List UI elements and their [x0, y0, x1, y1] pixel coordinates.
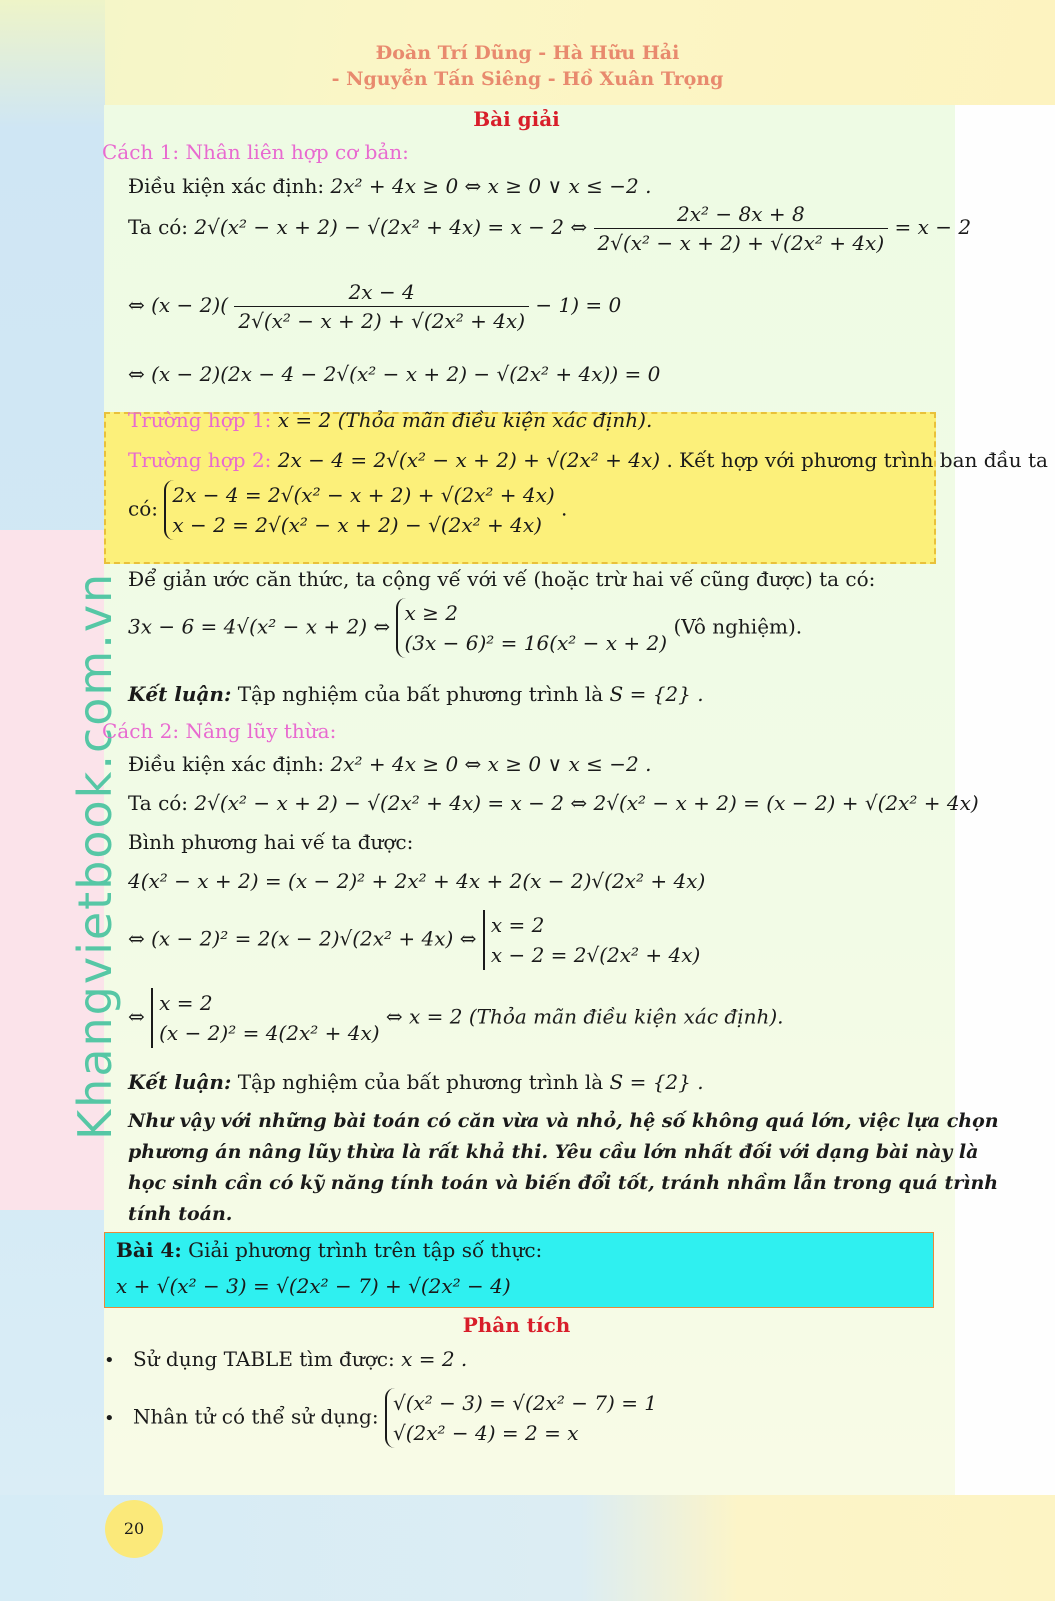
fraction-1: [594, 200, 889, 257]
method1-conclusion: [128, 680, 704, 708]
system-row-2: x − 2 = 2√(x² − x + 2) − √(2x² + 4x): [172, 513, 542, 537]
method2-taco: [128, 789, 979, 817]
conclusion-label: Kết luận:: [128, 1070, 232, 1094]
taco-label: Ta có:: [128, 791, 189, 815]
remark-line-4: tính toán.: [128, 1203, 233, 1225]
conclusion-set: S = {2} .: [609, 1070, 704, 1094]
square-text: Bình phương hai vế ta được:: [128, 830, 414, 854]
conclusion-text: Tập nghiệm của bất phương trình là: [237, 682, 604, 706]
fraction-2-denominator: 2√(x² − x + 2) + √(2x² + 4x): [234, 306, 529, 335]
analysis-title: Phân tích: [462, 1313, 571, 1337]
method2-conclusion: [128, 1068, 704, 1096]
fraction-1-numerator: 2x² − 8x + 8: [676, 202, 805, 226]
reduce-row-1: x ≥ 2: [404, 601, 458, 625]
case2-system-line: [128, 480, 567, 540]
bottom-background: [0, 1495, 1055, 1601]
conclusion-set: S = {2} .: [609, 682, 704, 706]
step-cases: [483, 910, 701, 970]
condition-label: Điều kiện xác định:: [128, 174, 325, 198]
case1-text: x = 2 (Thỏa mãn điều kiện xác định).: [277, 408, 653, 432]
header-authors-line1: Đoàn Trí Dũng - Hà Hữu Hải: [375, 42, 680, 64]
condition-label: Điều kiện xác định:: [128, 752, 325, 776]
step2-right: − 1) = 0: [535, 293, 622, 317]
step2-cases: [151, 988, 379, 1048]
remark-line-2: phương án nâng lũy thừa là rất khả thi. Yêu cầu lớn nhất đối với dạng bài này là: [128, 1141, 979, 1163]
brand-watermark: Khangvietbook.com.vn: [68, 571, 122, 1140]
bullet-2-text: Nhân tử có thể sử dụng:: [132, 1404, 379, 1429]
exercise-text: Giải phương trình trên tập số thực:: [188, 1238, 543, 1262]
bullet-1-expr: x = 2 .: [401, 1347, 468, 1371]
case2-label: Trường hợp 2:: [128, 448, 272, 472]
step2-right: ⇔ x = 2 (Thỏa mãn điều kiện xác định).: [385, 1004, 784, 1029]
method2-step: [128, 910, 700, 970]
square-expr: 4(x² − x + 2) = (x − 2)² + 2x² + 4x + 2(x − 2)√(2x² + 4x): [128, 869, 706, 893]
reduce-text: Để giản ước căn thức, ta cộng vế với vế (hoặc trừ hai vế cũng được) ta có:: [128, 567, 876, 591]
section-title: Bài giải: [473, 107, 560, 131]
method2-title: Cách 2: Nâng lũy thừa:: [102, 719, 337, 743]
bullet-2-row-2: √(2x² − 4) = 2 = x: [392, 1421, 579, 1445]
reduce-left: 3x − 6 = 4√(x² − x + 2) ⇔: [128, 614, 391, 639]
fraction-2: [234, 278, 529, 335]
case2-text: . Kết hợp với phương trình ban đầu ta: [666, 448, 1048, 472]
conclusion-text: Tập nghiệm của bất phương trình là: [237, 1070, 604, 1094]
case2-expr: 2x − 4 = 2√(x² − x + 2) + √(2x² + 4x): [277, 448, 661, 472]
step2-row-1: x = 2: [159, 991, 213, 1015]
conclusion-label: Kết luận:: [128, 682, 232, 706]
taco-left-expr: 2√(x² − x + 2) − √(2x² + 4x) = x − 2 ⇔: [194, 215, 588, 239]
co-label: có:: [128, 496, 158, 521]
bullet-2-row-1: √(x² − 3) = √(2x² − 7) = 1: [392, 1391, 658, 1415]
reduce-line: [128, 598, 802, 658]
method1-title: Cách 1: Nhân liên hợp cơ bản:: [102, 140, 409, 164]
reduce-system: [396, 598, 667, 658]
fraction-1-rhs: = x − 2: [894, 215, 972, 239]
taco-label: Ta có:: [128, 215, 189, 239]
exercise-label: Bài 4:: [116, 1238, 182, 1262]
bullet-icon: •: [104, 1350, 115, 1371]
method1-taco: [128, 200, 971, 257]
reduce-row-2: (3x − 6)² = 16(x² − x + 2): [404, 631, 668, 655]
case2-line: [128, 446, 1048, 474]
step2-left: ⇔: [128, 1004, 145, 1029]
condition-expr: 2x² + 4x ≥ 0 ⇔ x ≥ 0 ∨ x ≤ −2 .: [330, 174, 652, 198]
remark-line-3: học sinh cần có kỹ năng tính toán và biến đổi tốt, tránh nhầm lẫn trong quá trình: [128, 1172, 999, 1194]
bullet-1-text: Sử dụng TABLE tìm được:: [132, 1347, 395, 1371]
step-row-2: x − 2 = 2√(2x² + 4x): [490, 943, 701, 967]
analysis-bullet-1: [104, 1345, 467, 1375]
system-row-1: 2x − 4 = 2√(x² − x + 2) + √(2x² + 4x): [172, 483, 555, 507]
analysis-bullet-2: [104, 1388, 657, 1448]
bullet-icon: •: [104, 1407, 115, 1429]
taco-expr: 2√(x² − x + 2) − √(2x² + 4x) = x − 2 ⇔ 2√(x² − x + 2) = (x − 2) + √(2x² + 4x): [194, 791, 979, 815]
exercise-header: [116, 1236, 542, 1264]
exercise-equation: x + √(x² − 3) = √(2x² − 7) + √(2x² − 4): [116, 1274, 511, 1298]
system-end: .: [561, 496, 568, 521]
bullet-2-system: [385, 1388, 657, 1448]
fraction-1-denominator: 2√(x² − x + 2) + √(2x² + 4x): [594, 228, 889, 257]
step2-row-2: (x − 2)² = 4(2x² + 4x): [159, 1021, 380, 1045]
page-header: [0, 40, 1055, 92]
method2-step2: [128, 988, 784, 1048]
case1-label: Trường hợp 1:: [128, 408, 272, 432]
condition-expr: 2x² + 4x ≥ 0 ⇔ x ≥ 0 ∨ x ≤ −2 .: [330, 752, 652, 776]
remark-line-1: Như vậy với những bài toán có căn vừa và nhỏ, hệ số không quá lớn, việc lựa chọn: [128, 1110, 999, 1132]
fraction-2-numerator: 2x − 4: [348, 280, 415, 304]
method1-step3: ⇔ (x − 2)(2x − 4 − 2√(x² − x + 2) − √(2x² + 4x)) = 0: [128, 362, 661, 386]
header-authors-line2: - Nguyễn Tấn Siêng - Hồ Xuân Trọng: [331, 68, 724, 90]
step-left: ⇔ (x − 2)² = 2(x − 2)√(2x² + 4x) ⇔: [128, 926, 477, 951]
step2-left: ⇔ (x − 2)(: [128, 293, 228, 317]
case1-line: [128, 406, 652, 434]
method1-step2: [128, 278, 621, 335]
method2-condition: [128, 750, 651, 778]
page-number: 20: [105, 1500, 163, 1558]
case2-system: [164, 480, 554, 540]
method1-condition: [128, 172, 651, 200]
reduce-note: (Vô nghiệm).: [673, 614, 803, 639]
step-row-1: x = 2: [490, 913, 545, 937]
